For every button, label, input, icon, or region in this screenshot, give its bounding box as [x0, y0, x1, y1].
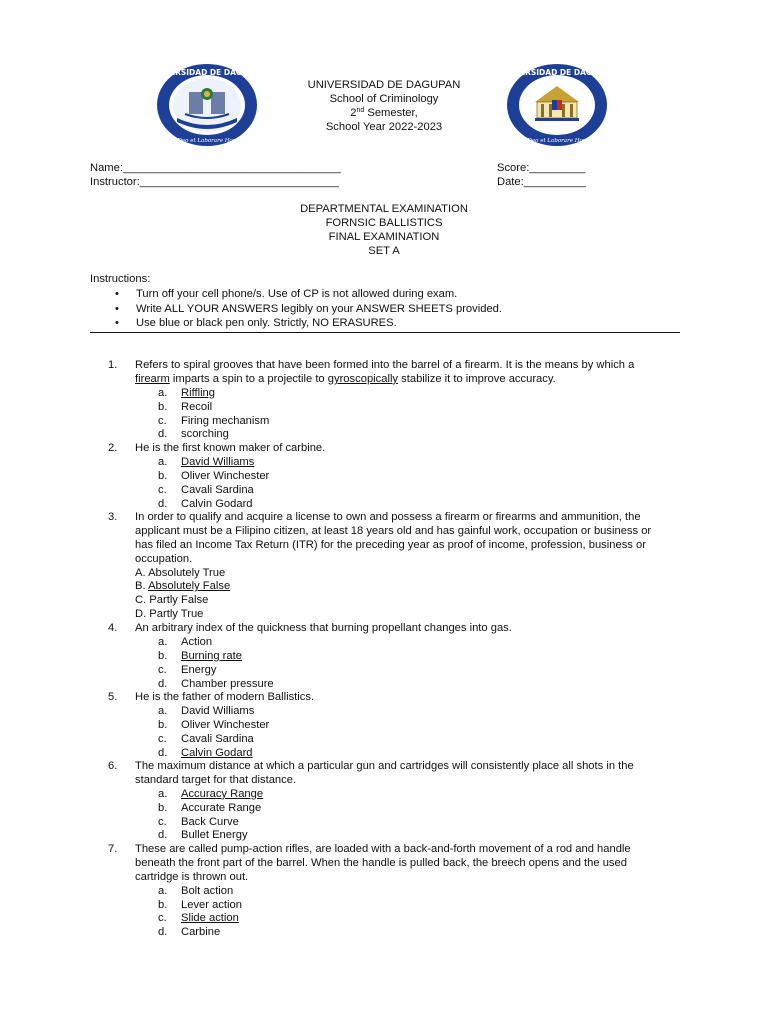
question-stem: An arbitrary index of the quickness that burning propellant changes into gas. — [135, 622, 512, 634]
option-d[interactable]: d. Carbine — [158, 926, 221, 939]
instruction-item: • Turn off your cell phone/s. Use of CP is not allowed during exam. — [90, 288, 690, 303]
instructor-field[interactable]: Instructor:________________________________ — [90, 176, 339, 188]
answer-key: Absolutely False — [148, 580, 231, 593]
university-seal-left — [148, 62, 266, 148]
divider — [90, 332, 680, 333]
date-field[interactable]: Date:__________ — [497, 176, 586, 188]
option-d[interactable]: d. Bullet Energy — [158, 829, 248, 842]
option-b[interactable]: b. Oliver Winchester — [158, 469, 270, 482]
question-3 — [108, 511, 668, 622]
question-4 — [108, 622, 668, 691]
question-1 — [108, 359, 668, 442]
option-b[interactable]: b. Burning rate — [158, 649, 242, 662]
header-block — [250, 79, 518, 135]
question-stem: He is the father of modern Ballistics. — [135, 691, 315, 703]
semester: 2nd Semester, — [350, 107, 418, 119]
svg-text:Pro Deo et Laborare Hominis: Pro Deo et Laborare Hominis — [166, 138, 248, 144]
exam-title-line2: FORNSIC BALLISTICS — [325, 217, 443, 229]
svg-text:UNIVERSIDAD DE DAGUPAN: UNIVERSIDAD DE DAGUPAN — [148, 68, 266, 77]
question-number: 3. — [108, 511, 118, 523]
question-number: 2. — [108, 442, 118, 454]
answer-key: Riffling — [181, 386, 215, 399]
question-number: 7. — [108, 843, 118, 855]
exam-title-block — [240, 203, 528, 259]
option-b[interactable]: b. Recoil — [158, 400, 213, 413]
option-a[interactable]: a. David Williams — [158, 455, 255, 468]
question-stem: The maximum distance at which a particular gun and cartridges will consistently place all shots in the standard target for that distance. — [135, 760, 634, 786]
option-a[interactable]: a. Bolt action — [158, 884, 234, 897]
question-stem: Refers to spiral grooves that have been formed into the barrel of a firearm. It is the means by which a firearm imparts a spin to a projectile to gyroscopically stabilize it to improve accuracy. — [135, 359, 635, 385]
question-number: 1. — [108, 359, 118, 371]
option-c[interactable]: C. Partly False — [135, 594, 209, 607]
name-field[interactable]: Name:___________________________________ — [90, 162, 341, 174]
option-c[interactable]: c. Cavali Sardina — [158, 732, 254, 745]
score-field[interactable]: Score:_________ — [497, 162, 586, 174]
option-d[interactable]: d. scorching — [158, 428, 229, 441]
answer-key: Calvin Godard — [181, 746, 253, 759]
university-seal-right — [498, 62, 616, 148]
question-7 — [108, 843, 668, 940]
school-year: School Year 2022-2023 — [325, 121, 443, 133]
question-2 — [108, 442, 668, 511]
school-name: School of Criminology — [329, 93, 439, 105]
underlined-term: firearm — [135, 372, 170, 385]
option-c[interactable]: c. Slide action — [158, 912, 239, 925]
answer-key: Accuracy Range — [181, 787, 264, 800]
option-a[interactable]: a. Action — [158, 635, 213, 648]
question-stem: These are called pump-action rifles, are loaded with a back-and-forth movement of a rod and handle beneath the front part of the barrel. When the handle is pulled back, the breech opens and the used cartridge is thrown out. — [135, 843, 631, 883]
exam-title-line4: SET A — [368, 245, 400, 257]
option-b[interactable]: B. Absolutely False — [135, 580, 231, 593]
option-a[interactable]: a. Accuracy Range — [158, 787, 264, 800]
option-b[interactable]: b. Oliver Winchester — [158, 718, 270, 731]
question-6 — [108, 760, 668, 843]
option-d[interactable]: d. Calvin Godard — [158, 497, 253, 510]
option-a[interactable]: a. David Williams — [158, 704, 255, 717]
option-d[interactable]: d. Chamber pressure — [158, 677, 274, 690]
svg-text:Pro Deo et Laborare Hominis: Pro Deo et Laborare Hominis — [516, 138, 598, 144]
university-name: UNIVERSIDAD DE DAGUPAN — [307, 79, 461, 91]
option-d[interactable]: D. Partly True — [135, 608, 204, 621]
question-stem: In order to qualify and acquire a license to own and possess a firearm or firearms and ammunition, the applicant must be a Filipino citizen, at least 18 years old and has gainful work, occupation or business or has filed an Income Tax Return (ITR) for the preceding year as proof of income, profession, business or occupation. — [135, 511, 652, 565]
answer-key: David Williams — [181, 455, 255, 468]
question-number: 4. — [108, 622, 118, 634]
option-a[interactable]: A. Absolutely True — [135, 566, 226, 579]
question-number: 5. — [108, 691, 118, 703]
question-number: 6. — [108, 760, 118, 772]
question-5 — [108, 691, 668, 760]
option-a[interactable]: a. Riffling — [158, 386, 215, 399]
question-stem: He is the first known maker of carbine. — [135, 442, 326, 454]
instruction-item: • Write ALL YOUR ANSWERS legibly on your ANSWER SHEETS provided. — [90, 303, 690, 318]
underlined-term: gyroscopically — [327, 372, 399, 385]
option-b[interactable]: b. Accurate Range — [158, 801, 262, 814]
instructions-list — [90, 288, 690, 332]
option-c[interactable]: c. Back Curve — [158, 815, 239, 828]
instruction-item: • Use blue or black pen only. Strictly, NO ERASURES. — [90, 317, 690, 332]
instructions-label: Instructions: — [90, 273, 151, 285]
exam-title-line1: DEPARTMENTAL EXAMINATION — [300, 203, 468, 215]
option-c[interactable]: c. Cavali Sardina — [158, 483, 254, 496]
option-d[interactable]: d. Calvin Godard — [158, 746, 253, 759]
answer-key: Burning rate — [181, 649, 242, 662]
option-c[interactable]: c. Firing mechanism — [158, 414, 270, 427]
option-c[interactable]: c. Energy — [158, 663, 217, 676]
svg-text:UNIVERSIDAD DE DAGUPAN: UNIVERSIDAD DE DAGUPAN — [498, 68, 616, 77]
option-b[interactable]: b. Lever action — [158, 898, 242, 911]
exam-title-line3: FINAL EXAMINATION — [328, 231, 440, 243]
answer-key: Slide action — [181, 912, 239, 925]
